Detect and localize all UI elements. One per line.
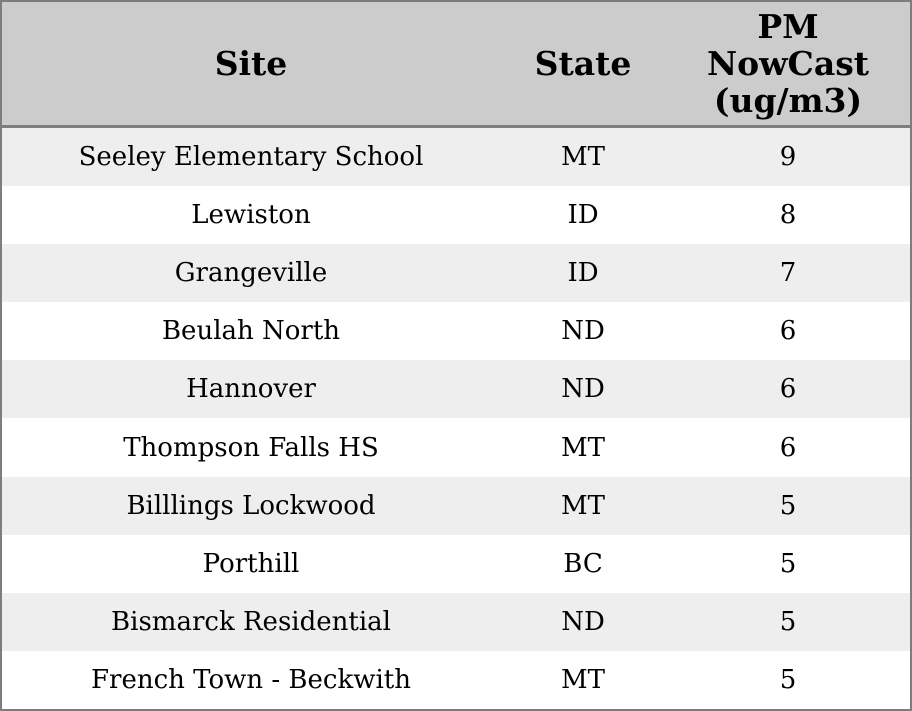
cell-pm: 6 <box>779 374 797 405</box>
cell-state: ID <box>567 200 599 231</box>
cell-site: Grangeville <box>174 258 328 289</box>
table-header-row <box>2 2 910 128</box>
cell-state: ND <box>561 316 605 347</box>
cell-state: ND <box>561 374 605 405</box>
table-row <box>2 128 910 186</box>
cell-state: BC <box>563 548 603 579</box>
cell-pm: 7 <box>779 258 797 289</box>
cell-state: MT <box>561 490 605 521</box>
table-row <box>2 535 910 593</box>
pm-header-lines <box>707 8 869 119</box>
cell-site: French Town - Beckwith <box>90 664 412 695</box>
pm-header-line-1: PM <box>757 7 819 46</box>
cell-state: ND <box>561 606 605 637</box>
cell-pm: 5 <box>779 548 797 579</box>
cell-pm: 9 <box>779 142 797 173</box>
table-row <box>2 302 910 360</box>
cell-pm: 6 <box>779 432 797 463</box>
table-row <box>2 651 910 709</box>
pm-header-line-3: (ug/m3) <box>713 81 863 120</box>
table-body <box>2 128 910 709</box>
table-row <box>2 418 910 476</box>
column-header-state: State <box>534 44 632 83</box>
table-row <box>2 477 910 535</box>
cell-site: Thompson Falls HS <box>123 432 379 463</box>
cell-pm: 6 <box>779 316 797 347</box>
cell-site: Billlings Lockwood <box>126 490 376 521</box>
table-row <box>2 244 910 302</box>
cell-pm: 5 <box>779 606 797 637</box>
cell-site: Seeley Elementary School <box>78 142 424 173</box>
table-row <box>2 360 910 418</box>
cell-site: Lewiston <box>191 200 311 231</box>
cell-state: ID <box>567 258 599 289</box>
cell-site: Beulah North <box>161 316 341 347</box>
table-row <box>2 186 910 244</box>
column-header-site: Site <box>214 44 288 83</box>
cell-state: MT <box>561 664 605 695</box>
cell-site: Porthill <box>202 548 300 579</box>
table-row <box>2 593 910 651</box>
cell-pm: 5 <box>779 490 797 521</box>
column-header-pm <box>666 2 910 125</box>
cell-site: Hannover <box>186 374 316 405</box>
cell-state: MT <box>561 142 605 173</box>
cell-site: Bismarck Residential <box>111 606 391 637</box>
cell-state: MT <box>561 432 605 463</box>
cell-pm: 5 <box>779 664 797 695</box>
cell-pm: 8 <box>779 200 797 231</box>
pm-header-line-2: NowCast <box>706 44 870 83</box>
